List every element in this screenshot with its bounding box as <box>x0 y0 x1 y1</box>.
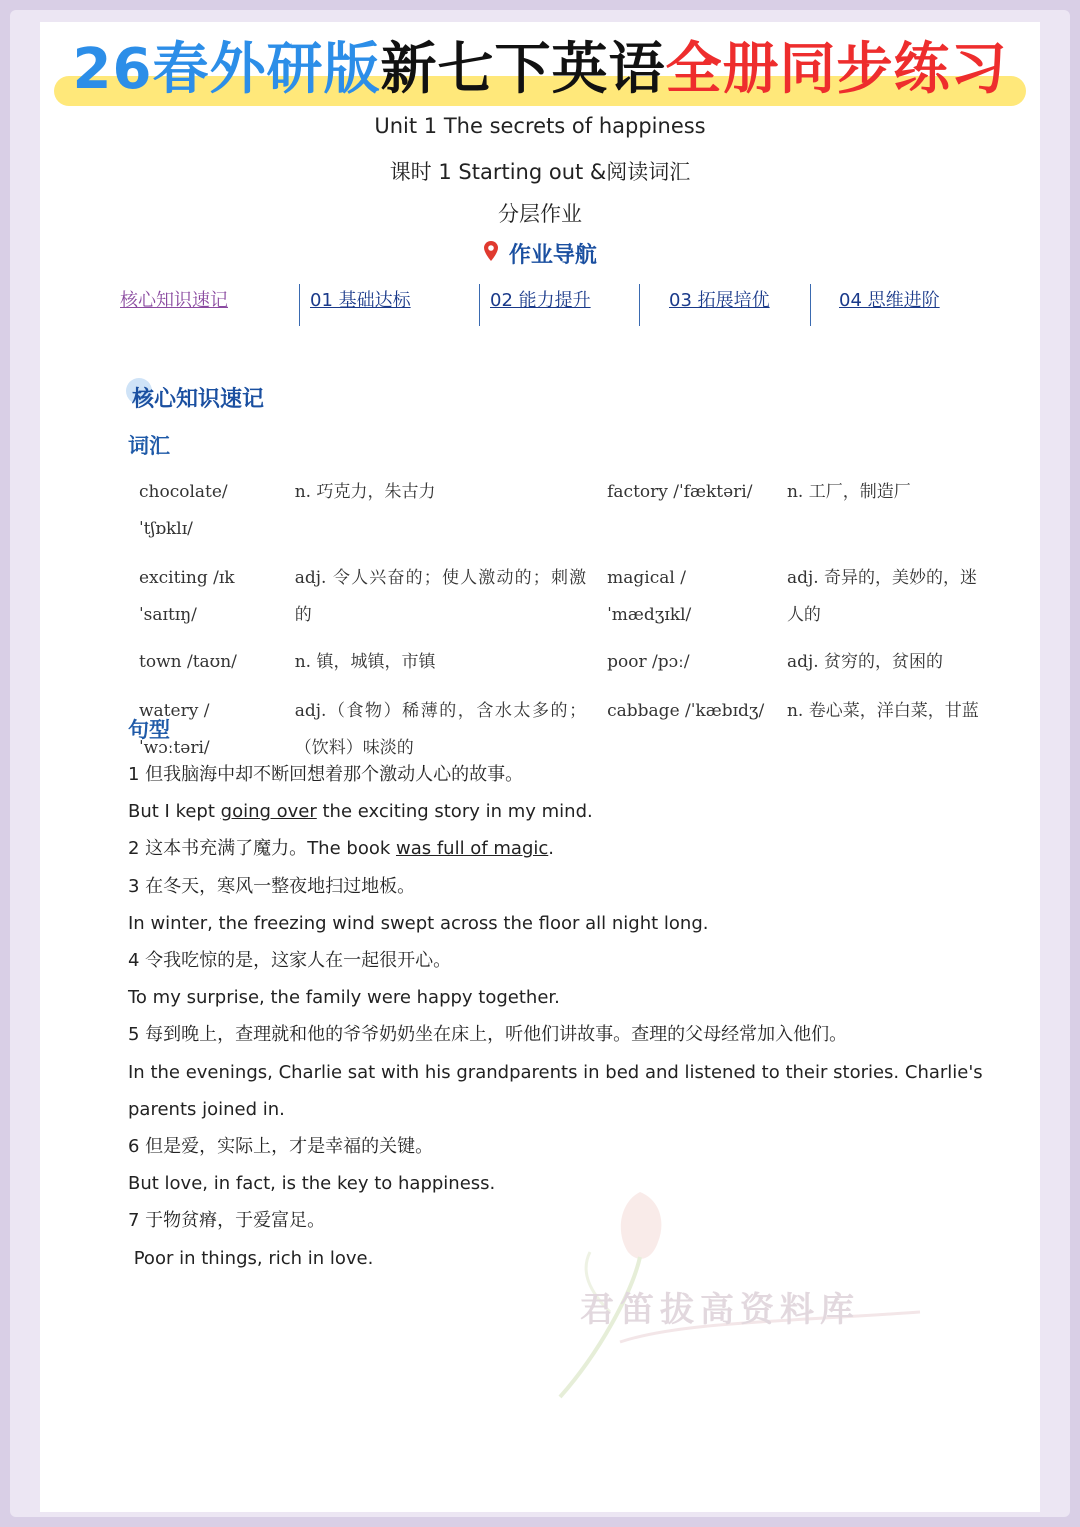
vocab-word: factory /ˈfæktəri/ <box>607 482 753 502</box>
vocab-def: n. 巧克力，朱古力 <box>294 482 436 502</box>
sentence-en: In the evenings, Charlie sat with his grandparents in bed and listened to their stories. Charlie's parents joined in. <box>128 1061 983 1120</box>
sentence-cn: 6 但是爱，实际上，才是幸福的关键。 <box>128 1136 434 1158</box>
vocab-def: n. 镇，城镇，市镇 <box>294 652 436 672</box>
banner-part-blue: 26春外研版 <box>72 37 381 102</box>
document-page <box>40 22 1040 1512</box>
vocab-word: chocolate/ˈtʃɒklɪ/ <box>139 482 228 539</box>
sentence-pair: 2 这本书充满了魔力。The book was full of magic. <box>128 838 554 860</box>
nav-title-text: 作业导航 <box>508 243 597 268</box>
sentence-cn: 7 于物贫瘠，于爱富足。 <box>128 1210 326 1232</box>
vocab-def: adj. 奇异的，美妙的，迷人的 <box>786 568 978 625</box>
unit-title: Unit 1 The secrets of happiness <box>374 114 706 138</box>
banner-part-black: 新七下英语 <box>380 37 666 102</box>
page-frame <box>10 10 1070 1517</box>
tab-ability[interactable]: 02 能力提升 <box>490 290 591 311</box>
title-banner <box>54 38 1026 108</box>
tab-basic[interactable]: 01 基础达标 <box>310 290 411 311</box>
sentence-cn: 4 令我吃惊的是，这家人在一起很开心。 <box>128 950 452 972</box>
vocab-def: adj. 贫穷的，贫困的 <box>786 652 944 672</box>
underlined-phrase: was full of magic <box>395 838 549 860</box>
watermark-text: 君笛拔高资料库 <box>580 1290 860 1330</box>
vocab-word: magical /ˈmædʒɪkl/ <box>607 568 692 625</box>
nav-title <box>40 238 1040 269</box>
banner-part-red: 全册同步练习 <box>665 37 1008 102</box>
table-row <box>128 468 998 552</box>
sentence-cn: 3 在冬天，寒风一整夜地扫过地板。 <box>128 875 416 897</box>
vocab-def: adj.（食物）稀薄的，含水太多的；（饮料）味淡的 <box>294 701 587 758</box>
location-pin-icon <box>483 243 507 268</box>
section-heading: 核心知识速记 <box>132 382 264 413</box>
nav-divider <box>639 284 640 326</box>
nav-divider <box>299 284 300 326</box>
sentence-en: To my surprise, the family were happy together. <box>128 987 560 1009</box>
vocab-def: n. 工厂，制造厂 <box>786 482 911 502</box>
banner-title <box>54 38 1026 102</box>
sentence-en: But love, in fact, is the key to happiness. <box>128 1173 496 1195</box>
table-row <box>128 638 998 685</box>
sentence-heading: 句型 <box>128 718 170 742</box>
vocab-table <box>128 468 998 771</box>
vocab-word: cabbage /ˈkæbɪdʒ/ <box>607 701 765 721</box>
nav-divider <box>479 284 480 326</box>
lesson-title: 课时 1 Starting out &阅读词汇 <box>389 160 691 184</box>
sentence-en: In winter, the freezing wind swept across the floor all night long. <box>128 912 709 934</box>
vocab-word: watery /ˈwɔːtəri/ <box>139 701 210 758</box>
vocab-word: exciting /ɪkˈsaɪtɪŋ/ <box>139 568 235 625</box>
vocab-heading: 词汇 <box>128 434 170 458</box>
vocab-word: town /taʊn/ <box>139 652 237 672</box>
vocab-word: poor /pɔː/ <box>607 652 690 672</box>
tab-thinking[interactable]: 04 思维进阶 <box>839 290 940 311</box>
homework-nav <box>120 284 980 324</box>
tab-core-knowledge[interactable]: 核心知识速记 <box>120 290 228 311</box>
sentence-en: But I kept going over the exciting story in my mind. <box>128 801 593 823</box>
vocab-def: adj. 令人兴奋的；使人激动的；刺激的 <box>294 568 587 625</box>
vocab-def: n. 卷心菜，洋白菜，甘蓝 <box>786 701 979 721</box>
sentence-en: Poor in things, rich in love. <box>128 1247 374 1269</box>
nav-divider <box>810 284 811 326</box>
tab-extension[interactable]: 03 拓展培优 <box>669 290 770 311</box>
homework-title: 分层作业 <box>498 202 582 226</box>
sentence-cn: 5 每到晚上，查理就和他的爷爷奶奶坐在床上，听他们讲故事。查理的父母经常加入他们。 <box>128 1024 848 1046</box>
underlined-phrase: going over <box>220 801 317 823</box>
table-row <box>128 552 998 638</box>
sentence-cn: 1 但我脑海中却不断回想着那个激动人心的故事。 <box>128 764 524 785</box>
